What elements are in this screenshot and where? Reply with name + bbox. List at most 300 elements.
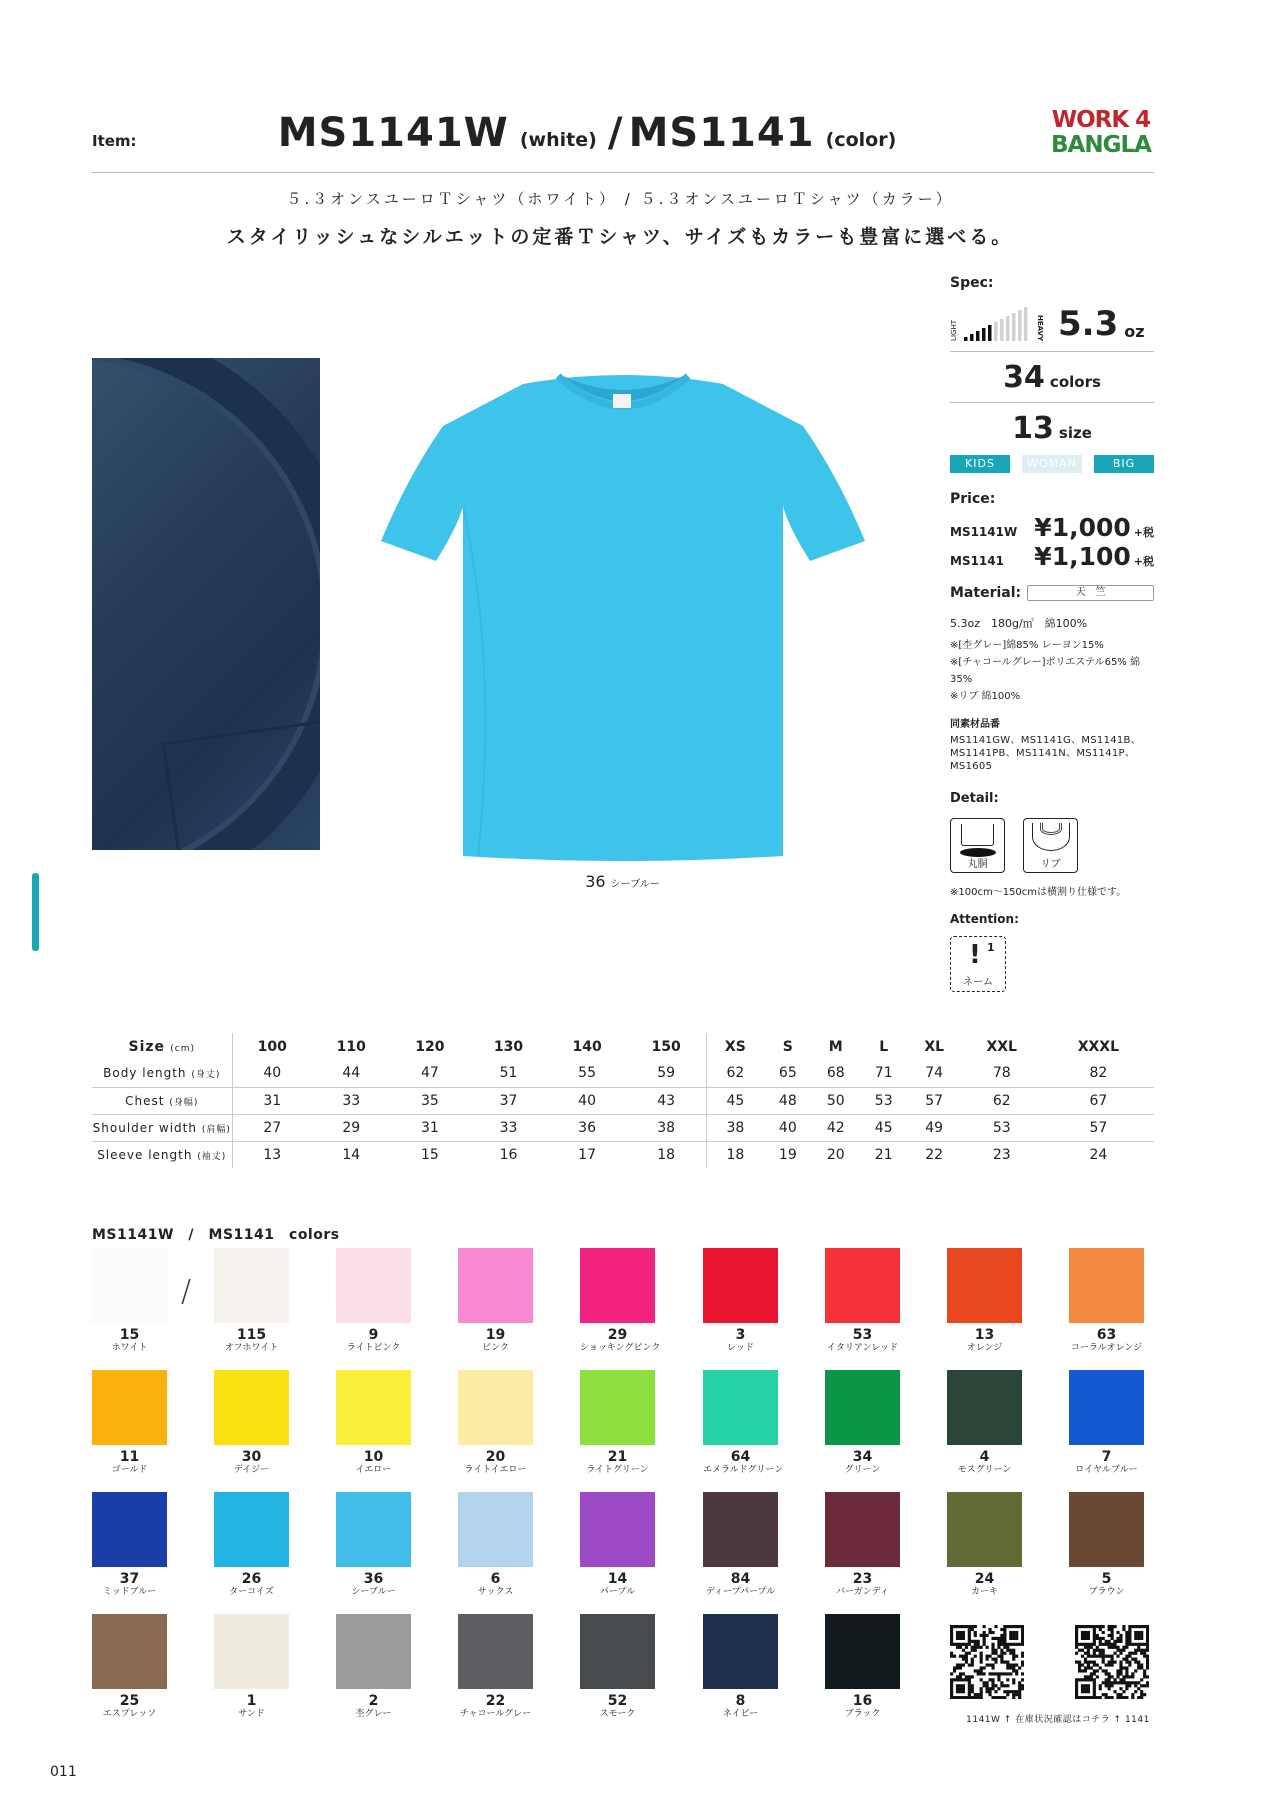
color-number: 37 [119,1571,140,1587]
qr-module [1081,1631,1084,1634]
color-swatch [336,1614,411,1689]
qr-module [1015,1631,1018,1634]
qr-module [1116,1655,1119,1658]
qr-module [1119,1678,1122,1681]
qr-module [1087,1687,1090,1690]
qr-module [1009,1631,1012,1634]
qr-module [968,1652,971,1655]
qr-module [1009,1625,1012,1628]
size-cell: 35 [420,1092,439,1109]
qr-module [1105,1663,1108,1666]
qr-module [1102,1637,1105,1640]
color-swatch-item [947,1248,1022,1354]
size-cell: 42 [826,1119,845,1136]
qr-module [1134,1649,1137,1652]
qr-module [1111,1643,1114,1646]
qr-module [953,1643,956,1646]
qr-module [1087,1634,1090,1637]
qr-module [991,1681,994,1684]
weight-meter-bar [1024,307,1028,341]
qr-module [1081,1655,1084,1658]
qr-module [980,1687,983,1690]
qr-module [1075,1628,1078,1631]
qr-module [1116,1681,1119,1684]
qr-module [1081,1684,1084,1687]
color-swatch-item [1069,1248,1144,1354]
color-swatch [825,1370,900,1445]
qr-module [1006,1663,1009,1666]
qr-module [950,1628,953,1631]
qr-code-1141[interactable] [1075,1625,1149,1699]
qr-module [1134,1637,1137,1640]
qr-module [950,1684,953,1687]
qr-module [965,1675,968,1678]
qr-module [1087,1696,1090,1699]
size-cell: 13 [232,1141,312,1168]
qr-module [1081,1687,1084,1690]
qr-module [1108,1675,1111,1678]
qr-module [968,1637,971,1640]
qr-module [1113,1652,1116,1655]
qr-module [1009,1672,1012,1675]
color-number: 13 [974,1327,995,1343]
qr-module [980,1646,983,1649]
color-swatch [214,1492,289,1567]
qr-module [1116,1675,1119,1678]
weight-light-label: LIGHT [950,320,958,341]
qr-module [1146,1681,1149,1684]
qr-module [1113,1681,1116,1684]
weight-unit: oz [1124,322,1145,341]
color-number: 24 [974,1571,995,1587]
color-name: ブラウン [1088,1587,1125,1597]
qr-module [1125,1631,1128,1634]
qr-module [1012,1678,1015,1681]
qr-module [1131,1643,1134,1646]
qr-module [991,1649,994,1652]
qr-module [1093,1634,1096,1637]
qr-module [950,1681,953,1684]
qr-module [1093,1628,1096,1631]
qr-module [1000,1681,1003,1684]
qr-module [1000,1649,1003,1652]
weight-meter-bar [976,331,980,341]
qr-module [983,1672,986,1675]
color-number: 14 [607,1571,628,1587]
size-cell: 15 [420,1146,439,1163]
color-swatch-item [580,1248,661,1354]
qr-module [1081,1634,1084,1637]
qr-module [1146,1637,1149,1640]
color-name: サックス [477,1587,514,1597]
weight-meter-bar [982,328,986,341]
color-swatch-item [458,1492,533,1598]
qr-module [1090,1646,1093,1649]
qr-module [977,1643,980,1646]
size-cell: 38 [706,1114,764,1141]
qr-module [1111,1634,1114,1637]
size-cell: 22 [925,1146,944,1163]
qr-module [991,1658,994,1661]
qr-module [1122,1628,1125,1631]
qr-module [1006,1649,1009,1652]
color-name: ロイヤルブルー [1075,1465,1138,1475]
qr-module [991,1652,994,1655]
qr-module [1140,1637,1143,1640]
qr-module [997,1637,1000,1640]
color-name: ネイビー [722,1709,759,1719]
qr-module [1012,1637,1015,1640]
qr-module [1125,1646,1128,1649]
color-swatch [92,1370,167,1445]
qr-module [1102,1693,1105,1696]
qr-module [1081,1669,1084,1672]
qr-module [1015,1693,1018,1696]
qr-module [1125,1687,1128,1690]
size-cell: 21 [874,1146,893,1163]
qr-module [1012,1634,1015,1637]
qr-module [1075,1646,1078,1649]
caption-color-name: シーブルー [610,879,660,890]
qr-module [1111,1631,1114,1634]
qr-module [991,1678,994,1681]
qr-module [1015,1634,1018,1637]
qr-module [1081,1663,1084,1666]
color-swatch [336,1370,411,1445]
qr-module [950,1672,953,1675]
qr-module [1000,1684,1003,1687]
qr-module [1128,1640,1131,1643]
color-swatch [825,1492,900,1567]
qr-module [1015,1690,1018,1693]
qr-module [1084,1696,1087,1699]
qr-module [1111,1681,1114,1684]
color-swatch-item [214,1370,289,1476]
qr-module [1093,1652,1096,1655]
qr-module [1021,1625,1024,1628]
qr-module [1099,1643,1102,1646]
qr-module [971,1661,974,1664]
qr-code-1141w[interactable] [950,1625,1024,1699]
qr-module [1125,1655,1128,1658]
qr-module [1137,1687,1140,1690]
qr-module [1143,1675,1146,1678]
qr-module [1078,1661,1081,1664]
qr-module [1125,1643,1128,1646]
qr-module [980,1696,983,1699]
detail-icon-label: リブ [1040,859,1061,870]
weight-value: 5.3 [1058,304,1119,344]
qr-module [1108,1661,1111,1664]
qr-module [1084,1675,1087,1678]
qr-module [1084,1678,1087,1681]
qr-module [1137,1666,1140,1669]
title-code-white: MS1141W [277,110,509,156]
spec-divider [950,402,1154,403]
qr-module [950,1631,953,1634]
size-col: XXL [986,1038,1017,1055]
qr-module [1146,1658,1149,1661]
qr-module [1119,1663,1122,1666]
weight-meter-bar [988,325,992,341]
qr-module [1125,1696,1128,1699]
qr-module [1093,1655,1096,1658]
qr-module [956,1678,959,1681]
qr-module [956,1690,959,1693]
material-notes [950,637,1154,705]
qr-module [953,1655,956,1658]
qr-module [1081,1643,1084,1646]
qr-module [1137,1646,1140,1649]
qr-module [1108,1634,1111,1637]
qr-module [1099,1652,1102,1655]
color-number: 26 [241,1571,262,1587]
qr-module [1096,1663,1099,1666]
qr-module [1113,1690,1116,1693]
qr-module [1006,1643,1009,1646]
qr-module [1108,1663,1111,1666]
qr-module [1105,1643,1108,1646]
qr-module [1009,1652,1012,1655]
qr-module [959,1646,962,1649]
size-row [92,1060,1154,1087]
color-swatch [825,1614,900,1689]
qr-module [953,1625,956,1628]
qr-module [959,1625,962,1628]
title-code-color: MS1141 [628,110,815,156]
qr-module [1003,1631,1006,1634]
qr-module [980,1661,983,1664]
size-col: 130 [493,1038,524,1055]
qr-module [965,1643,968,1646]
qr-module [956,1687,959,1690]
qr-module [1128,1663,1131,1666]
qr-module [1102,1643,1105,1646]
qr-module [968,1628,971,1631]
qr-module [1099,1625,1102,1628]
qr-module [1081,1625,1084,1628]
qr-module [1108,1696,1111,1699]
qr-module [1119,1669,1122,1672]
qr-module [950,1643,953,1646]
color-name: モスグリーン [957,1465,1012,1475]
color-swatch-item [580,1614,655,1720]
qr-module [1084,1631,1087,1634]
size-cell: 50 [826,1092,845,1109]
qr-module [1081,1690,1084,1693]
qr-module [994,1672,997,1675]
weight-meter-bar [1006,316,1010,341]
qr-module [991,1687,994,1690]
qr-module [1000,1637,1003,1640]
size-cell: 27 [232,1114,312,1141]
color-number: 6 [490,1571,501,1587]
rib-icon [1023,818,1078,873]
qr-module [1075,1693,1078,1696]
qr-module [1128,1634,1131,1637]
qr-module [1084,1637,1087,1640]
qr-module [994,1649,997,1652]
caption-number: 36 [585,872,606,891]
qr-module [1021,1672,1024,1675]
qr-module [1021,1687,1024,1690]
qr-module [956,1625,959,1628]
qr-module [1018,1687,1021,1690]
qr-module [986,1681,989,1684]
qr-module [1009,1663,1012,1666]
qr-module [1012,1625,1015,1628]
qr-module [956,1634,959,1637]
color-swatch [580,1248,655,1323]
qr-module [991,1672,994,1675]
qr-module [1015,1637,1018,1640]
weight-row [950,303,1154,344]
qr-module [1137,1637,1140,1640]
material-type: 天 竺 [1027,585,1154,601]
qr-module [1099,1649,1102,1652]
qr-module [1116,1669,1119,1672]
size-count: 13 [1012,411,1054,446]
qr-module [1003,1684,1006,1687]
qr-module [980,1678,983,1681]
material-row [950,585,1154,601]
qr-module [959,1631,962,1634]
qr-module [1093,1637,1096,1640]
qr-module [959,1634,962,1637]
size-cell: 18 [657,1146,676,1163]
qr-module [986,1663,989,1666]
color-swatch-item [1069,1370,1144,1476]
color-swatch [703,1614,778,1689]
qr-module [977,1693,980,1696]
qr-module [997,1646,1000,1649]
size-cell: 45 [874,1119,893,1136]
qr-module [950,1652,953,1655]
color-swatch-item [92,1492,167,1598]
color-swatch [458,1492,533,1567]
qr-module [988,1687,991,1690]
qr-module [977,1696,980,1699]
qr-module [1087,1661,1090,1664]
qr-module [1122,1625,1125,1628]
color-swatch-item [336,1492,411,1598]
qr-module [986,1634,989,1637]
color-name: エスプレッソ [102,1709,157,1719]
item-label: Item: [92,132,137,150]
qr-module [974,1634,977,1637]
qr-module [1140,1663,1143,1666]
qr-module [1090,1655,1093,1658]
size-cell: 62 [706,1060,764,1087]
qr-module [1137,1661,1140,1664]
qr-module [965,1696,968,1699]
size-cell: 16 [499,1146,518,1163]
qr-module [1134,1658,1137,1661]
qr-module [1012,1643,1015,1646]
qr-module [971,1658,974,1661]
qr-module [1087,1678,1090,1681]
qr-module [991,1643,994,1646]
color-number: 53 [852,1327,873,1343]
color-swatch-item [92,1248,167,1354]
qr-module [971,1675,974,1678]
price-tax: +税 [1133,555,1154,568]
material-note: ※[杢グレー]綿85% レーヨン15% [950,640,1104,651]
color-name: ディープパープル [705,1587,776,1597]
qr-module [988,1628,991,1631]
qr-module [983,1684,986,1687]
qr-module [1087,1655,1090,1658]
qr-module [1105,1696,1108,1699]
color-swatch [703,1248,778,1323]
qr-pattern [1075,1625,1149,1699]
size-cell: 82 [1089,1065,1108,1082]
qr-module [1116,1696,1119,1699]
qr-module [971,1684,974,1687]
qr-module [1093,1684,1096,1687]
qr-module [1146,1655,1149,1658]
qr-module [950,1637,953,1640]
color-swatch [92,1614,167,1689]
qr-module [1000,1661,1003,1664]
color-swatch-item [825,1370,900,1476]
color-swatch-item [580,1370,655,1476]
price-tax: +税 [1133,526,1154,539]
qr-module [950,1625,953,1628]
qr-module [1084,1684,1087,1687]
qr-module [1131,1672,1134,1675]
color-name: ライトグリーン [586,1465,649,1475]
page-title [0,107,1180,156]
qr-module [1075,1690,1078,1693]
qr-module [1012,1696,1015,1699]
size-cell: 47 [420,1065,439,1082]
color-swatch [92,1492,167,1567]
qr-module [1021,1643,1024,1646]
qr-module [997,1687,1000,1690]
size-col: S [782,1038,793,1055]
qr-module [1012,1649,1015,1652]
qr-module [1003,1646,1006,1649]
qr-module [1099,1655,1102,1658]
color-swatch [214,1370,289,1445]
qr-module [1119,1649,1122,1652]
size-cell: 44 [342,1065,361,1082]
qr-module [1090,1661,1093,1664]
qr-module [1084,1669,1087,1672]
qr-module [1015,1672,1018,1675]
qr-module [1111,1625,1114,1628]
qr-module [1000,1634,1003,1637]
qr-module [1128,1628,1131,1631]
qr-module [1122,1690,1125,1693]
qr-module [980,1658,983,1661]
qr-module [983,1640,986,1643]
qr-module [965,1625,968,1628]
qr-module [1006,1672,1009,1675]
qr-module [950,1640,953,1643]
price-amount: ¥1,100 [1034,542,1131,571]
qr-module [1006,1693,1009,1696]
qr-module [1093,1669,1096,1672]
qr-module [980,1669,983,1672]
qr-module [1009,1643,1012,1646]
qr-module [968,1678,971,1681]
qr-module [1090,1643,1093,1646]
qr-module [1113,1661,1116,1664]
size-cell: 48 [778,1092,797,1109]
color-swatch-item [703,1614,778,1720]
